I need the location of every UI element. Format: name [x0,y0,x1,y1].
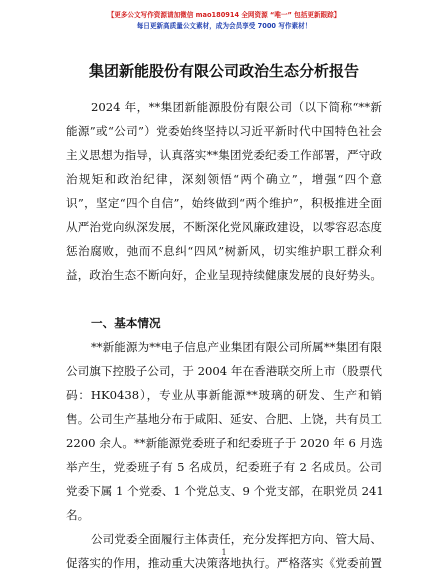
intro-line: 益，政治生态不断向好，企业呈现持续健康发展的良好势头。 [66,268,382,282]
body-line: 2200 余人。**新能源党委班子和纪委班子于 2020 年 6 月选 [66,436,383,450]
intro-line: 2024 年，**集团新能源股份有限公司（以下简称“**新 [91,100,382,114]
section-heading: 一、基本情况 [91,316,161,330]
body-line: 名。 [66,508,90,522]
page-number: 1 [221,548,227,557]
body-line: 举产生，党委班子有 5 名成员，纪委班子有 2 名成员。公司 [66,460,382,474]
body-line: 公司旗下控股子公司，于 2004 年在香港联交所上市（股票代 [66,364,382,378]
body-line: **新能源为**电子信息产业集团有限公司所属**集团有限 [91,340,382,354]
promo-banner-line-1: 【更多公文写作资源请加微信 mao180914 全网资源 “唯一” 包括更新跟踪】 [107,11,341,19]
intro-line: 能源”或“公司”）党委始终坚持以习近平新时代中国特色社会 [66,124,382,138]
body-line: 售。公司生产基地分布于咸阳、延安、合肥、上饶，共有员工 [66,412,382,426]
intro-line: 治规矩和政治纪律，深刻领悟“两个确立”，增强“四个意 [66,172,382,186]
intro-line: 惩治腐败，弛而不息纠“四风”树新风，切实维护职工群众利 [66,244,382,258]
intro-line: 识”，坚定“四个自信”，始终做到“两个维护”，积极推进全面 [66,196,382,210]
intro-line: 主义思想为指导，认真落实**集团党委纪委工作部署，严守政 [66,148,382,162]
document-title: 集团新能股份有限公司政治生态分析报告 [88,62,359,80]
body-line: 公司党委全面履行主体责任，充分发挥把方向、管大局、 [91,532,382,546]
intro-line: 从严治党向纵深发展，不断深化党风廉政建设，以零容忍态度 [66,220,382,234]
promo-banner-line-2: 每日更新高质量公文素材，成为会员享受 7000 写作素材！ [136,22,312,30]
body-line: 促落实的作用，推动重大决策落地执行。严格落实《党委前置 [66,556,382,570]
body-line: 码：HK0438），专业从事新能源**玻璃的研发、生产和销 [66,388,382,402]
body-line: 党委下属 1 个党委、1 个党总支、9 个党支部，在职党员 241 [66,484,384,498]
